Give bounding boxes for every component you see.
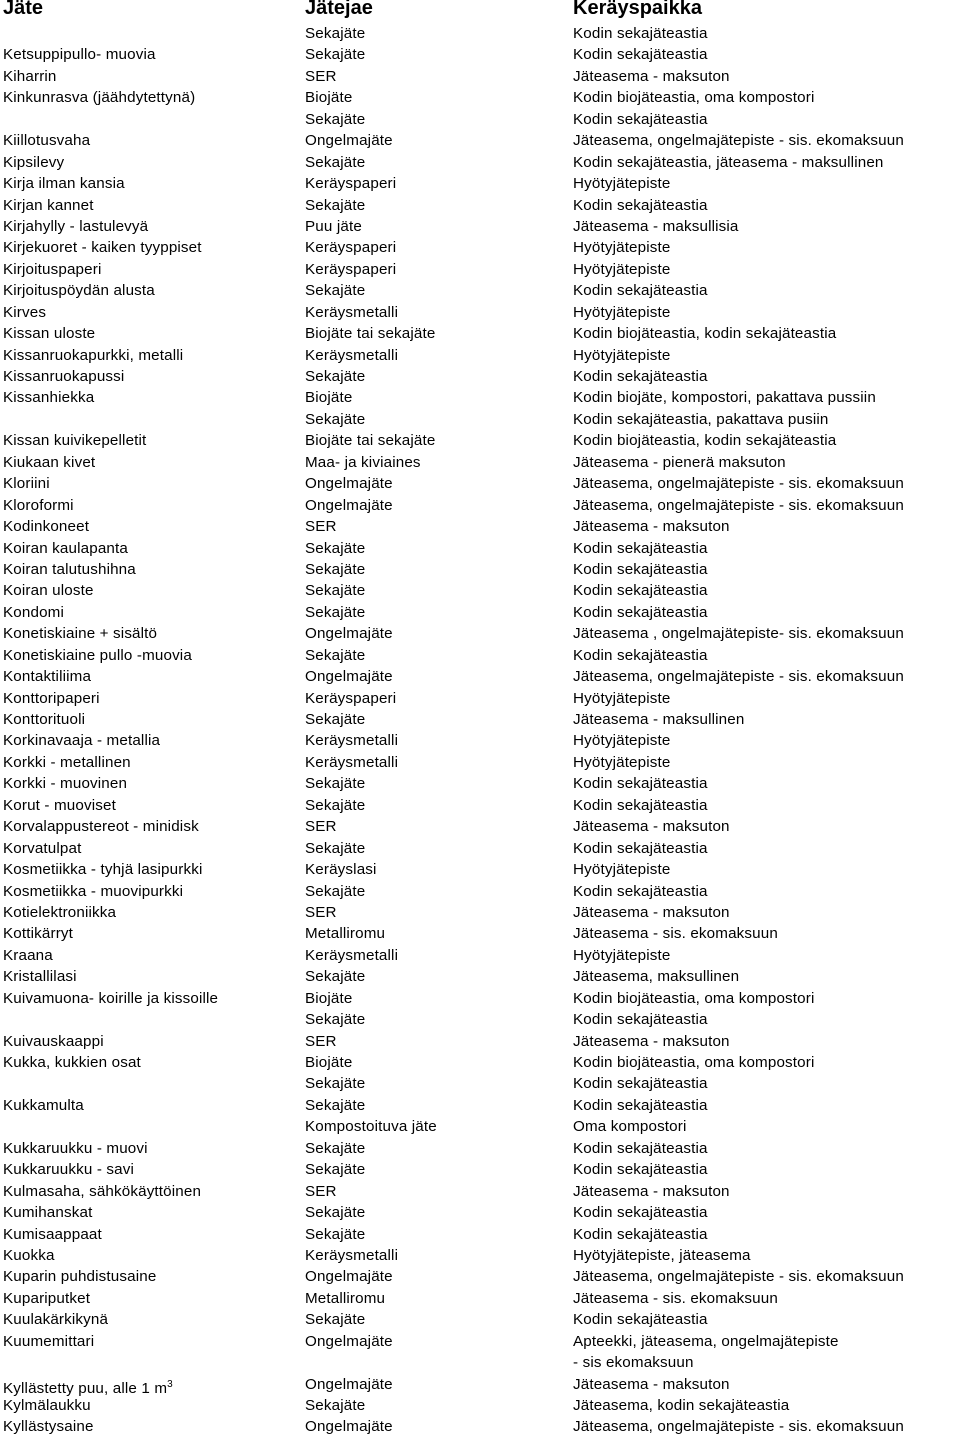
waste-name: Kottikärryt <box>3 925 74 943</box>
table-row <box>0 1288 960 1309</box>
waste-name: Kristallilasi <box>3 968 77 986</box>
table-row <box>0 902 960 923</box>
waste-type: Biojäte <box>305 1054 353 1071</box>
collection-point: Hyötyjätepiste <box>573 239 671 257</box>
waste-type: Ongelmajäte <box>305 668 393 686</box>
waste-type: Sekajäte <box>305 1225 366 1243</box>
waste-type: Keräysmetalli <box>305 346 399 364</box>
waste-type: Sekajäte <box>305 882 366 900</box>
waste-type: Sekajäte <box>305 1011 366 1029</box>
waste-type: Metalliromu <box>305 1289 386 1307</box>
collection-point: Kodin sekajäteastia <box>573 882 708 900</box>
waste-name: Konetiskiaine + sisältö <box>3 625 158 643</box>
waste-type: SER <box>305 518 337 536</box>
waste-type: Maa- ja kiviaines <box>305 453 421 471</box>
table-header <box>0 0 960 23</box>
waste-type: Sekajäte <box>305 1096 366 1114</box>
table-row <box>0 1374 960 1395</box>
waste-name: Kirjahylly - lastulevyä <box>3 217 149 235</box>
table-row <box>0 666 960 687</box>
table-row <box>0 538 960 559</box>
waste-name: Korut - muoviset <box>3 796 116 814</box>
collection-point: Jäteasema - maksullinen <box>573 711 745 728</box>
waste-type: Keräyspaperi <box>305 689 397 707</box>
header-waste: Jäte <box>3 0 44 19</box>
collection-point: Kodin sekajäteastia <box>573 560 708 578</box>
collection-point: Hyötyjätepiste <box>573 303 671 321</box>
collection-point: Jäteasema - maksullisia <box>573 217 739 235</box>
waste-name: Kirves <box>3 303 47 321</box>
table-row <box>0 430 960 451</box>
table-row <box>0 87 960 108</box>
table-row <box>0 923 960 944</box>
waste-type: Sekajäte <box>305 839 366 857</box>
table-row <box>0 623 960 644</box>
table-row <box>0 1009 960 1030</box>
collection-point: Hyötyjätepiste <box>573 689 671 707</box>
collection-point: Kodin sekajäteastia, pakattava pusiin <box>573 410 829 428</box>
waste-type: Biojäte <box>305 989 353 1007</box>
header-collection-point: Keräyspaikka <box>573 0 702 19</box>
waste-name: Kirja ilman kansia <box>3 175 125 193</box>
waste-name: Kukkaruukku - muovi <box>3 1139 148 1157</box>
waste-type: Metalliromu <box>305 925 386 943</box>
table-row <box>0 730 960 751</box>
waste-type: Keräysmetalli <box>305 753 399 771</box>
table-row <box>0 516 960 537</box>
waste-name: Konttoripaperi <box>3 689 100 707</box>
table-row <box>0 1416 960 1437</box>
collection-point: Kodin sekajäteastia <box>573 1011 708 1029</box>
waste-name: Kukka, kukkien osat <box>3 1054 141 1071</box>
waste-name: Kissan uloste <box>3 325 96 343</box>
waste-type: Keräysmetalli <box>305 946 399 964</box>
collection-point: Jäteasema, kodin sekajäteastia <box>573 1397 790 1414</box>
table-row <box>0 1095 960 1116</box>
waste-name: Kuokka <box>3 1246 55 1264</box>
waste-name: Kyllästetty puu, alle 1 $m^3$ <box>3 1378 173 1397</box>
collection-point: Jäteasema, ongelmajätepiste - sis. ekomaksuun <box>573 668 904 686</box>
table-row <box>0 387 960 408</box>
waste-type: Sekajäte <box>305 153 366 171</box>
waste-name: Kissan kuivikepelletit <box>3 432 147 450</box>
waste-type: Biojäte tai sekajäte <box>305 432 436 450</box>
collection-point: Kodin sekajäteastia <box>573 1161 708 1179</box>
collection-point: Kodin sekajäteastia <box>573 25 708 42</box>
collection-point: Kodin sekajäteastia <box>573 110 708 128</box>
collection-point: Jäteasema - maksuton <box>573 903 730 921</box>
waste-type: Sekajäte <box>305 410 366 428</box>
waste-name: Ketsuppipullo- muovia <box>3 46 156 64</box>
table-row <box>0 173 960 194</box>
collection-point: Kodin biojäteastia, oma kompostori <box>573 1054 815 1071</box>
collection-point: Kodin biojäteastia, oma kompostori <box>573 89 815 107</box>
collection-point: Jäteasema - maksuton <box>573 67 730 85</box>
collection-point: Jäteasema - maksuton <box>573 1375 730 1393</box>
waste-type: Keräysmetalli <box>305 732 399 750</box>
table-row <box>0 881 960 902</box>
waste-type: Kompostoituva jäte <box>305 1118 437 1136</box>
collection-point: Kodin sekajäteastia <box>573 775 708 793</box>
waste-name: Kiillotusvaha <box>3 132 91 150</box>
table-row <box>0 366 960 387</box>
table-row <box>0 559 960 580</box>
waste-name: Kontaktiliima <box>3 668 92 686</box>
table-row <box>0 1116 960 1137</box>
collection-point: Oma kompostori <box>573 1118 687 1136</box>
collection-point: Kodin sekajäteastia <box>573 1075 708 1093</box>
waste-name: Kissanruokapurkki, metalli <box>3 346 184 364</box>
waste-name: Kiharrin <box>3 67 57 85</box>
collection-point: Kodin sekajäteastia <box>573 539 708 557</box>
collection-point: Kodin biojäte, kompostori, pakattava pussiin <box>573 389 876 407</box>
waste-type: Sekajäte <box>305 282 366 300</box>
table-row <box>0 1309 960 1330</box>
table-row <box>0 216 960 237</box>
waste-type: Sekajäte <box>305 1161 366 1179</box>
waste-name: Kylmälaukku <box>3 1397 91 1414</box>
collection-point: Kodin sekajäteastia <box>573 46 708 64</box>
table-row <box>0 1395 960 1416</box>
collection-point: Jäteasema - maksuton <box>573 1032 730 1050</box>
collection-point: Kodin sekajäteastia <box>573 603 708 621</box>
table-row <box>0 409 960 430</box>
collection-point: Hyötyjätepiste <box>573 732 671 750</box>
waste-type: Keräyspaperi <box>305 260 397 278</box>
table-row <box>0 280 960 301</box>
collection-point: Jäteasema, ongelmajätepiste - sis. ekomaksuun <box>573 1268 904 1286</box>
collection-point: Hyötyjätepiste <box>573 346 671 364</box>
table-row <box>0 859 960 880</box>
collection-point: Kodin sekajäteastia <box>573 1225 708 1243</box>
waste-name: Kissanhiekka <box>3 389 95 407</box>
table-row <box>0 988 960 1009</box>
collection-point: Jäteasema, maksullinen <box>573 968 740 986</box>
waste-name: Kirjekuoret - kaiken tyyppiset <box>3 239 202 257</box>
waste-type: SER <box>305 818 337 836</box>
table-row <box>0 795 960 816</box>
table-row <box>0 816 960 837</box>
table-row <box>0 1202 960 1223</box>
waste-name: Kloroformi <box>3 496 74 514</box>
collection-point: Kodin sekajäteastia <box>573 368 708 385</box>
waste-name: Kipsilevy <box>3 153 65 171</box>
waste-name: Korkki - metallinen <box>3 753 131 771</box>
collection-point: Hyötyjätepiste <box>573 861 671 879</box>
waste-type: Keräyslasi <box>305 861 377 879</box>
waste-type: Sekajäte <box>305 796 366 814</box>
table-row <box>0 66 960 87</box>
waste-type: Ongelmajäte <box>305 475 393 493</box>
collection-point: Kodin biojäteastia, kodin sekajäteastia <box>573 432 837 450</box>
waste-type: Sekajäte <box>305 196 366 214</box>
table-row <box>0 323 960 344</box>
waste-type: Sekajäte <box>305 775 366 793</box>
collection-point: Jäteasema - maksuton <box>573 518 730 536</box>
table-row <box>0 1331 960 1352</box>
superscript: 3 <box>167 1378 173 1390</box>
waste-type: SER <box>305 1182 337 1200</box>
collection-point: Apteekki, jäteasema, ongelmajätepiste <box>573 1332 839 1350</box>
waste-type: Biojäte <box>305 89 353 107</box>
table-row <box>0 109 960 130</box>
waste-type: Ongelmajäte <box>305 1332 393 1350</box>
waste-type: Sekajäte <box>305 1204 366 1222</box>
table-row <box>0 709 960 730</box>
table-row <box>0 602 960 623</box>
waste-name: Kloriini <box>3 475 50 493</box>
waste-type: Ongelmajäte <box>305 625 393 643</box>
table-row <box>0 1181 960 1202</box>
waste-name: Koiran kaulapanta <box>3 539 128 557</box>
collection-point: Hyötyjätepiste, jäteasema <box>573 1246 751 1264</box>
table-row <box>0 1352 960 1373</box>
table-row <box>0 237 960 258</box>
table-row <box>0 23 960 44</box>
table-row <box>0 1159 960 1180</box>
table-row <box>0 688 960 709</box>
waste-name: Kirjoituspöydän alusta <box>3 282 155 300</box>
waste-name: Kiukaan kivet <box>3 453 96 471</box>
waste-name: Kulmasaha, sähkökäyttöinen <box>3 1182 202 1200</box>
collection-point: Kodin sekajäteastia <box>573 839 708 857</box>
collection-point: Kodin sekajäteastia, jäteasema - maksullinen <box>573 153 884 171</box>
waste-type: Ongelmajäte <box>305 132 393 150</box>
waste-name: Korvatulpat <box>3 839 82 857</box>
waste-name: Kondomi <box>3 603 64 621</box>
collection-point: Kodin sekajäteastia <box>573 796 708 814</box>
waste-type: Sekajäte <box>305 110 366 128</box>
waste-type: Sekajäte <box>305 711 366 728</box>
waste-name: Kosmetiikka - tyhjä lasipurkki <box>3 861 203 879</box>
waste-type: Keräyspaperi <box>305 175 397 193</box>
table-row <box>0 1073 960 1094</box>
waste-type: Ongelmajäte <box>305 1268 393 1286</box>
waste-type: Sekajäte <box>305 968 366 986</box>
table-row <box>0 752 960 773</box>
table-row <box>0 195 960 216</box>
waste-name: Koiran talutushihna <box>3 560 136 578</box>
table-row <box>0 495 960 516</box>
waste-name: Kuumemittari <box>3 1332 95 1350</box>
waste-type: Sekajäte <box>305 646 366 664</box>
table-row <box>0 645 960 666</box>
waste-type: Sekajäte <box>305 603 366 621</box>
waste-type: Keräyspaperi <box>305 239 397 257</box>
waste-name: Kuivamuona- koirille ja kissoille <box>3 989 219 1007</box>
collection-point: Kodin sekajäteastia <box>573 1139 708 1157</box>
waste-name: Kodinkoneet <box>3 518 90 536</box>
header-waste-type: Jätejae <box>305 0 373 19</box>
waste-type: Sekajäte <box>305 1075 366 1093</box>
collection-point: Jäteasema, ongelmajätepiste - sis. ekomaksuun <box>573 475 904 493</box>
collection-point: Kodin sekajäteastia <box>573 582 708 600</box>
waste-name: Korvalappustereot - minidisk <box>3 818 199 836</box>
waste-name: Kuparin puhdistusaine <box>3 1268 157 1286</box>
waste-name: Kyllästysaine <box>3 1418 94 1436</box>
waste-name: Kraana <box>3 946 53 964</box>
waste-name: Kinkunrasva (jäähdytettynä) <box>3 89 196 107</box>
table-row <box>0 473 960 494</box>
waste-name: Kuivauskaappi <box>3 1032 104 1050</box>
waste-name: Kissanruokapussi <box>3 368 125 385</box>
waste-type: Sekajäte <box>305 368 366 385</box>
table-row <box>0 966 960 987</box>
collection-point: Jäteasema, ongelmajätepiste - sis. ekomaksuun <box>573 496 904 514</box>
table-row <box>0 945 960 966</box>
waste-name: Kuulakärkikynä <box>3 1311 109 1329</box>
waste-name: Koiran uloste <box>3 582 94 600</box>
table-row <box>0 345 960 366</box>
collection-point: Jäteasema - maksuton <box>573 1182 730 1200</box>
table-row <box>0 838 960 859</box>
table-row <box>0 773 960 794</box>
waste-name: Kukkamulta <box>3 1096 84 1114</box>
waste-name: Kumihanskat <box>3 1204 93 1222</box>
collection-point: Hyötyjätepiste <box>573 260 671 278</box>
table-row <box>0 580 960 601</box>
collection-point: Hyötyjätepiste <box>573 946 671 964</box>
waste-name: Konttorituoli <box>3 711 86 728</box>
collection-point: Kodin sekajäteastia <box>573 282 708 300</box>
waste-type: Keräysmetalli <box>305 1246 399 1264</box>
table-row <box>0 152 960 173</box>
table-row <box>0 1245 960 1266</box>
collection-point: Kodin sekajäteastia <box>573 646 708 664</box>
collection-point: Hyötyjätepiste <box>573 175 671 193</box>
collection-point: Jäteasema - sis. ekomaksuun <box>573 925 778 943</box>
waste-type: Sekajäte <box>305 539 366 557</box>
waste-type: SER <box>305 903 337 921</box>
collection-point: Kodin sekajäteastia <box>573 1311 708 1329</box>
waste-type: SER <box>305 1032 337 1050</box>
table-row <box>0 130 960 151</box>
collection-point: Kodin sekajäteastia <box>573 196 708 214</box>
waste-type: Sekajäte <box>305 25 366 42</box>
collection-point: Hyötyjätepiste <box>573 753 671 771</box>
waste-type: Keräysmetalli <box>305 303 399 321</box>
collection-point: Jäteasema, ongelmajätepiste - sis. ekomaksuun <box>573 1418 904 1436</box>
waste-name: Kirjoituspaperi <box>3 260 102 278</box>
waste-name: Kosmetiikka - muovipurkki <box>3 882 184 900</box>
table-row <box>0 452 960 473</box>
collection-point: Kodin biojäteastia, oma kompostori <box>573 989 815 1007</box>
table-row <box>0 259 960 280</box>
waste-name: Korkinavaaja - metallia <box>3 732 161 750</box>
collection-point: Jäteasema - pienerä maksuton <box>573 453 786 471</box>
table-row <box>0 1266 960 1287</box>
waste-name: Kupariputket <box>3 1289 91 1307</box>
waste-type: Puu jäte <box>305 217 362 235</box>
collection-point: Jäteasema - maksuton <box>573 818 730 836</box>
waste-type: Sekajäte <box>305 1139 366 1157</box>
waste-name: Kotielektroniikka <box>3 903 117 921</box>
table-row <box>0 1052 960 1073</box>
table-row <box>0 1031 960 1052</box>
waste-type: SER <box>305 67 337 85</box>
collection-point: Jäteasema , ongelmajätepiste- sis. ekomaksuun <box>573 625 904 643</box>
waste-name: Konetiskiaine pullo -muovia <box>3 646 192 664</box>
waste-table <box>0 23 960 1438</box>
table-row <box>0 44 960 65</box>
waste-type: Ongelmajäte <box>305 1418 393 1436</box>
waste-name: Kukkaruukku - savi <box>3 1161 135 1179</box>
table-row <box>0 1224 960 1245</box>
collection-point: Jäteasema - sis. ekomaksuun <box>573 1289 778 1307</box>
table-row <box>0 1138 960 1159</box>
waste-name: Korkki - muovinen <box>3 775 128 793</box>
waste-type: Biojäte tai sekajäte <box>305 325 436 343</box>
collection-point: Kodin sekajäteastia <box>573 1096 708 1114</box>
waste-type: Ongelmajäte <box>305 496 393 514</box>
waste-type: Biojäte <box>305 389 353 407</box>
waste-name: Kumisaappaat <box>3 1225 102 1243</box>
waste-type: Sekajäte <box>305 1311 366 1329</box>
collection-point: Kodin biojäteastia, kodin sekajäteastia <box>573 325 837 343</box>
waste-type: Ongelmajäte <box>305 1375 393 1393</box>
collection-point: Kodin sekajäteastia <box>573 1204 708 1222</box>
collection-point: - sis ekomaksuun <box>573 1354 694 1372</box>
waste-type: Sekajäte <box>305 1397 366 1414</box>
waste-type: Sekajäte <box>305 46 366 64</box>
waste-type: Sekajäte <box>305 582 366 600</box>
waste-type: Sekajäte <box>305 560 366 578</box>
collection-point: Jäteasema, ongelmajätepiste - sis. ekomaksuun <box>573 132 904 150</box>
table-row <box>0 302 960 323</box>
waste-name: Kirjan kannet <box>3 196 94 214</box>
